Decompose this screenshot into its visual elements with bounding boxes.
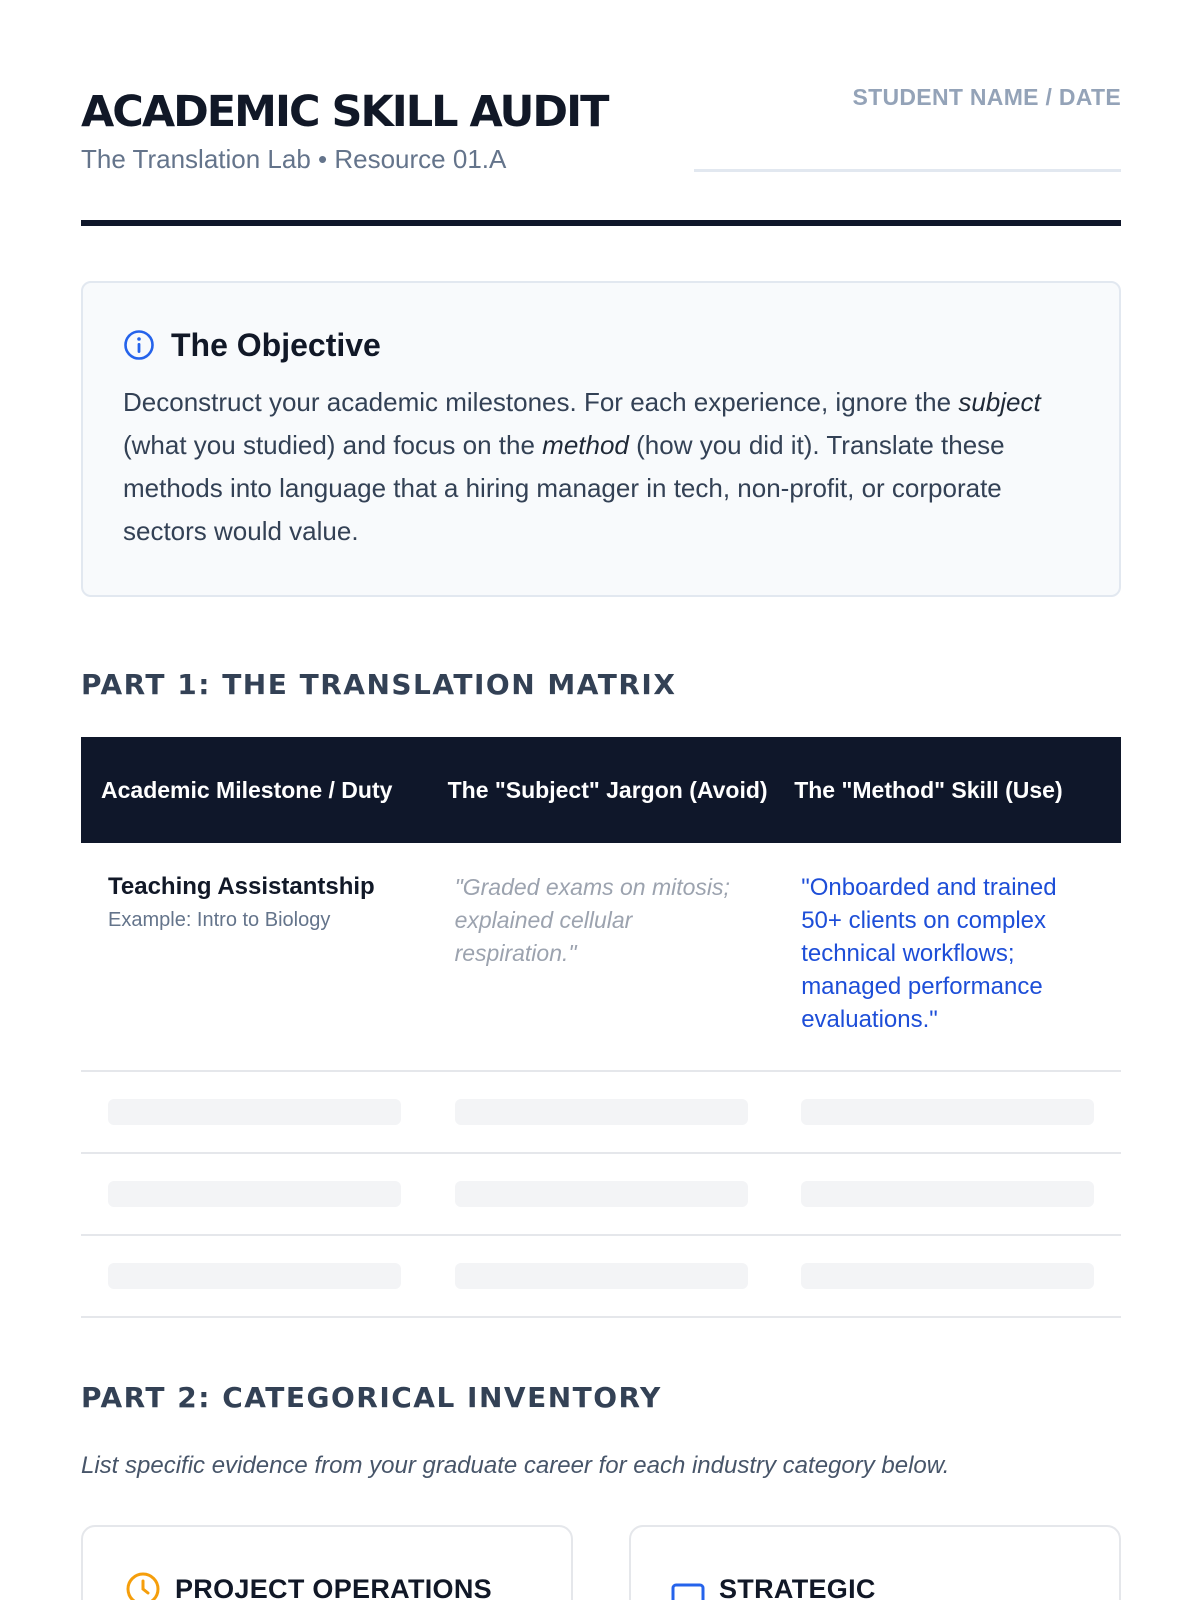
blank-cell[interactable] <box>428 1263 775 1289</box>
category-title: STRATEGIC <box>719 1573 876 1600</box>
part1-heading: PART 1: THE TRANSLATION MATRIX <box>81 668 677 701</box>
input-placeholder-bar[interactable] <box>801 1263 1094 1289</box>
clock-icon <box>125 1571 161 1600</box>
monitor-icon <box>671 1571 705 1600</box>
blank-cell[interactable] <box>774 1263 1121 1289</box>
column-header-method: The "Method" Skill (Use) <box>794 776 1063 803</box>
example-jargon-text: "Graded exams on mitosis; explained cellular respiration." <box>454 874 730 966</box>
category-card-project-operations[interactable] <box>81 1525 573 1600</box>
input-placeholder-bar[interactable] <box>801 1099 1094 1125</box>
input-placeholder-bar[interactable] <box>455 1263 748 1289</box>
document-subtitle: The Translation Lab • Resource 01.A <box>81 144 507 174</box>
part2-heading: PART 2: CATEGORICAL INVENTORY <box>81 1381 662 1414</box>
objective-box <box>81 281 1121 597</box>
objective-title: The Objective <box>171 326 381 363</box>
student-name-date-label: STUDENT NAME / DATE <box>852 84 1121 110</box>
student-name-date-field[interactable] <box>694 169 1121 172</box>
objective-text <box>123 381 1073 553</box>
example-method-text: "Onboarded and trained 50+ clients on complex technical workflows; managed performance evaluations." <box>801 874 1057 1033</box>
table-header-row <box>81 737 1121 843</box>
document-header <box>81 84 1121 229</box>
document-title: ACADEMIC SKILL AUDIT <box>81 87 608 137</box>
category-header <box>671 1571 876 1600</box>
blank-cell[interactable] <box>81 1263 428 1289</box>
blank-cell[interactable] <box>428 1099 775 1125</box>
input-placeholder-bar[interactable] <box>108 1263 401 1289</box>
objective-header <box>123 325 1079 365</box>
blank-cell[interactable] <box>428 1181 775 1207</box>
column-header-milestone: Academic Milestone / Duty <box>101 776 393 803</box>
table-row[interactable] <box>81 1072 1121 1154</box>
category-title: PROJECT OPERATIONS <box>175 1573 492 1600</box>
translation-matrix-table <box>81 737 1121 1318</box>
objective-text-part-2: (what you studied) and focus on the <box>123 430 543 460</box>
table-row[interactable] <box>81 1154 1121 1236</box>
input-placeholder-bar[interactable] <box>108 1181 401 1207</box>
objective-subject-word: subject <box>958 387 1041 417</box>
info-icon <box>123 329 155 361</box>
input-placeholder-bar[interactable] <box>801 1181 1094 1207</box>
input-placeholder-bar[interactable] <box>455 1099 748 1125</box>
example-milestone-name: Teaching Assistantship <box>108 873 375 900</box>
objective-method-word: method <box>542 430 629 460</box>
part2-instructions: List specific evidence from your graduate career for each industry category below. <box>81 1452 950 1479</box>
input-placeholder-bar[interactable] <box>455 1181 748 1207</box>
example-milestone-cell <box>81 871 428 1070</box>
table-row-example <box>81 843 1121 1072</box>
blank-cell[interactable] <box>81 1181 428 1207</box>
table-row[interactable] <box>81 1236 1121 1318</box>
example-milestone-subtext: Example: Intro to Biology <box>108 909 331 931</box>
blank-cell[interactable] <box>81 1099 428 1125</box>
column-header-jargon: The "Subject" Jargon (Avoid) <box>447 776 768 803</box>
page <box>81 0 1121 1600</box>
objective-text-part-1: Deconstruct your academic milestones. For each experience, ignore the <box>123 387 959 417</box>
header-divider <box>81 220 1121 226</box>
objective-text-part-3: (how you did it). Translate these methods into language that a hiring manager in tech, non-profit, or corporate sectors would value. <box>123 430 1005 546</box>
blank-cell[interactable] <box>774 1099 1121 1125</box>
example-method-cell <box>774 871 1121 1070</box>
blank-cell[interactable] <box>774 1181 1121 1207</box>
category-header <box>125 1571 492 1600</box>
example-jargon-cell <box>428 871 775 1070</box>
category-card-strategic[interactable] <box>629 1525 1121 1600</box>
input-placeholder-bar[interactable] <box>108 1099 401 1125</box>
